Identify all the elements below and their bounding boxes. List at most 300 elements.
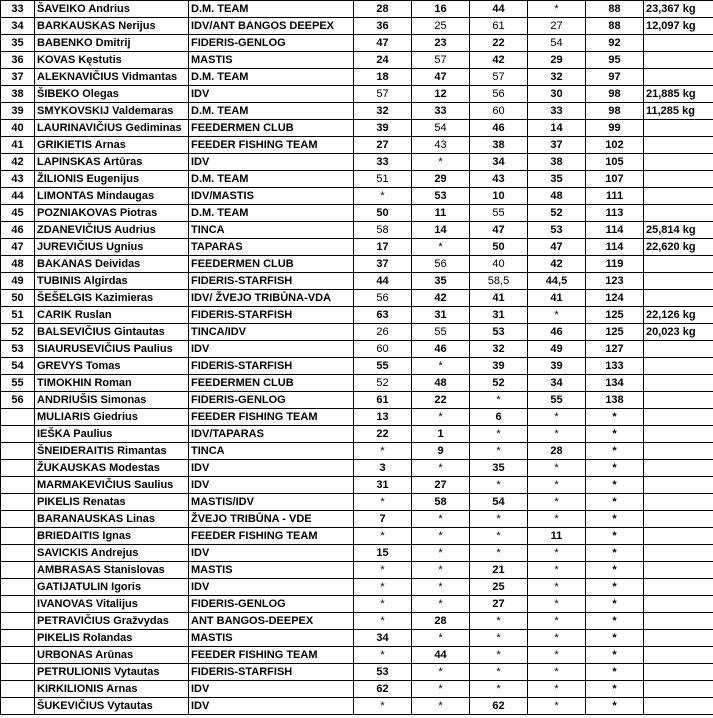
angler-name-cell: TUBINIS Algirdas xyxy=(35,273,189,290)
rank-cell xyxy=(1,460,35,477)
team-cell: IDV xyxy=(189,460,354,477)
team-cell: IDV/ANT BANGOS DEEPEX xyxy=(189,18,354,35)
stage-1-cell: 39 xyxy=(354,120,412,137)
stage-4-cell: 41 xyxy=(528,290,586,307)
stage-3-cell: 54 xyxy=(470,494,528,511)
team-cell: FIDERIS-STARFISH xyxy=(189,664,354,681)
stage-3-cell: 32 xyxy=(470,341,528,358)
total-cell: 98 xyxy=(586,86,644,103)
angler-name-cell: SAVICKIS Andrejus xyxy=(35,545,189,562)
stage-3-cell: 44 xyxy=(470,1,528,18)
total-cell: * xyxy=(586,460,644,477)
table-row xyxy=(1,528,713,545)
rank-cell: 54 xyxy=(1,358,35,375)
stage-2-cell: * xyxy=(412,562,470,579)
stage-4-cell: 34 xyxy=(528,375,586,392)
rank-cell: 34 xyxy=(1,18,35,35)
stage-3-cell: 35 xyxy=(470,460,528,477)
angler-name-cell: MARMAKEVIČIUS Saulius xyxy=(35,477,189,494)
angler-name-cell: SMYKOVSKIJ Valdemaras xyxy=(35,103,189,120)
stage-3-cell: 50 xyxy=(470,239,528,256)
stage-3-cell: 55 xyxy=(470,205,528,222)
rank-cell: 50 xyxy=(1,290,35,307)
stage-2-cell: * xyxy=(412,154,470,171)
table-row xyxy=(1,86,713,103)
stage-1-cell: 33 xyxy=(354,154,412,171)
stage-1-cell: 57 xyxy=(354,86,412,103)
weight-cell: 21,885 kg xyxy=(644,86,713,103)
total-cell: 97 xyxy=(586,69,644,86)
team-cell: ŽVEJO TRIBŪNA - VDE xyxy=(189,511,354,528)
table-row xyxy=(1,545,713,562)
weight-cell xyxy=(644,630,713,647)
stage-3-cell: 38 xyxy=(470,137,528,154)
rank-cell: 37 xyxy=(1,69,35,86)
table-row xyxy=(1,273,713,290)
team-cell: IDV xyxy=(189,545,354,562)
angler-name-cell: KOVAS Kęstutis xyxy=(35,52,189,69)
stage-3-cell: 31 xyxy=(470,307,528,324)
stage-4-cell: 38 xyxy=(528,154,586,171)
stage-2-cell: 44 xyxy=(412,647,470,664)
stage-1-cell: 32 xyxy=(354,103,412,120)
total-cell: * xyxy=(586,596,644,613)
weight-cell: 11,285 kg xyxy=(644,103,713,120)
stage-4-cell: 53 xyxy=(528,222,586,239)
stage-2-cell: 31 xyxy=(412,307,470,324)
stage-4-cell: 29 xyxy=(528,52,586,69)
table-row xyxy=(1,154,713,171)
angler-name-cell: ŠAVEIKO Andrius xyxy=(35,1,189,18)
stage-1-cell: * xyxy=(354,613,412,630)
total-cell: * xyxy=(586,545,644,562)
stage-4-cell: * xyxy=(528,698,586,715)
team-cell: FEEDERMEN CLUB xyxy=(189,256,354,273)
team-cell: FEEDER FISHING TEAM xyxy=(189,528,354,545)
stage-2-cell: 56 xyxy=(412,256,470,273)
rank-cell: 52 xyxy=(1,324,35,341)
stage-4-cell: * xyxy=(528,426,586,443)
stage-1-cell: 56 xyxy=(354,290,412,307)
table-row xyxy=(1,205,713,222)
stage-4-cell: 42 xyxy=(528,256,586,273)
rank-cell: 44 xyxy=(1,188,35,205)
total-cell: 88 xyxy=(586,18,644,35)
stage-1-cell: * xyxy=(354,494,412,511)
stage-1-cell: * xyxy=(354,443,412,460)
rank-cell: 42 xyxy=(1,154,35,171)
stage-2-cell: 47 xyxy=(412,69,470,86)
table-row xyxy=(1,256,713,273)
stage-3-cell: 47 xyxy=(470,222,528,239)
table-row xyxy=(1,35,713,52)
weight-cell xyxy=(644,409,713,426)
weight-cell xyxy=(644,545,713,562)
stage-1-cell: 50 xyxy=(354,205,412,222)
stage-4-cell: 32 xyxy=(528,69,586,86)
weight-cell xyxy=(644,273,713,290)
table-row xyxy=(1,1,713,18)
stage-4-cell: * xyxy=(528,307,586,324)
stage-4-cell: * xyxy=(528,613,586,630)
stage-1-cell: 7 xyxy=(354,511,412,528)
rank-cell: 53 xyxy=(1,341,35,358)
total-cell: 127 xyxy=(586,341,644,358)
rank-cell xyxy=(1,647,35,664)
team-cell: IDV xyxy=(189,698,354,715)
stage-2-cell: 16 xyxy=(412,1,470,18)
stage-4-cell: 37 xyxy=(528,137,586,154)
table-row xyxy=(1,477,713,494)
total-cell: * xyxy=(586,528,644,545)
stage-3-cell: 34 xyxy=(470,154,528,171)
stage-2-cell: 53 xyxy=(412,188,470,205)
weight-cell: 22,126 kg xyxy=(644,307,713,324)
angler-name-cell: SIAURUSEVIČIUS Paulius xyxy=(35,341,189,358)
table-row xyxy=(1,460,713,477)
stage-2-cell: 54 xyxy=(412,120,470,137)
weight-cell xyxy=(644,494,713,511)
stage-4-cell: * xyxy=(528,579,586,596)
stage-1-cell: 15 xyxy=(354,545,412,562)
stage-3-cell: * xyxy=(470,528,528,545)
angler-name-cell: ŠUKEVIČIUS Vytautas xyxy=(35,698,189,715)
angler-name-cell: AMBRASAS Stanislovas xyxy=(35,562,189,579)
weight-cell xyxy=(644,137,713,154)
rank-cell: 55 xyxy=(1,375,35,392)
table-row xyxy=(1,137,713,154)
stage-4-cell: 47 xyxy=(528,239,586,256)
rank-cell xyxy=(1,426,35,443)
table-row xyxy=(1,290,713,307)
table-row xyxy=(1,596,713,613)
team-cell: IDV xyxy=(189,477,354,494)
total-cell: 98 xyxy=(586,103,644,120)
total-cell: 105 xyxy=(586,154,644,171)
stage-4-cell: * xyxy=(528,477,586,494)
stage-4-cell: 30 xyxy=(528,86,586,103)
stage-1-cell: 13 xyxy=(354,409,412,426)
stage-4-cell: * xyxy=(528,1,586,18)
total-cell: 99 xyxy=(586,120,644,137)
stage-1-cell: 53 xyxy=(354,664,412,681)
total-cell: * xyxy=(586,426,644,443)
angler-name-cell: IEŠKA Paulius xyxy=(35,426,189,443)
stage-1-cell: 62 xyxy=(354,681,412,698)
team-cell: IDV xyxy=(189,154,354,171)
weight-cell xyxy=(644,154,713,171)
stage-3-cell: 53 xyxy=(470,324,528,341)
total-cell: 102 xyxy=(586,137,644,154)
stage-4-cell: * xyxy=(528,630,586,647)
stage-2-cell: 12 xyxy=(412,86,470,103)
angler-name-cell: PIKELIS Rolandas xyxy=(35,630,189,647)
weight-cell xyxy=(644,443,713,460)
stage-2-cell: * xyxy=(412,528,470,545)
table-row xyxy=(1,664,713,681)
stage-4-cell: 54 xyxy=(528,35,586,52)
team-cell: IDV xyxy=(189,579,354,596)
rank-cell: 33 xyxy=(1,1,35,18)
stage-1-cell: 27 xyxy=(354,137,412,154)
stage-4-cell: 11 xyxy=(528,528,586,545)
stage-3-cell: 46 xyxy=(470,120,528,137)
total-cell: 107 xyxy=(586,171,644,188)
stage-1-cell: 31 xyxy=(354,477,412,494)
rank-cell xyxy=(1,664,35,681)
table-row xyxy=(1,698,713,715)
total-cell: 133 xyxy=(586,358,644,375)
weight-cell xyxy=(644,681,713,698)
table-row xyxy=(1,375,713,392)
rank-cell xyxy=(1,528,35,545)
angler-name-cell: MULIARIS Giedrius xyxy=(35,409,189,426)
stage-3-cell: 6 xyxy=(470,409,528,426)
total-cell: 88 xyxy=(586,1,644,18)
angler-name-cell: ŽILIONIS Eugenijus xyxy=(35,171,189,188)
rank-cell: 47 xyxy=(1,239,35,256)
team-cell: IDV xyxy=(189,681,354,698)
stage-1-cell: 60 xyxy=(354,341,412,358)
stage-3-cell: * xyxy=(470,443,528,460)
angler-name-cell: LAURINAVIČIUS Gediminas xyxy=(35,120,189,137)
angler-name-cell: BARKAUSKAS Nerijus xyxy=(35,18,189,35)
stage-4-cell: 49 xyxy=(528,341,586,358)
stage-3-cell: 41 xyxy=(470,290,528,307)
stage-2-cell: 33 xyxy=(412,103,470,120)
stage-2-cell: 48 xyxy=(412,375,470,392)
stage-4-cell: * xyxy=(528,494,586,511)
table-row xyxy=(1,443,713,460)
weight-cell xyxy=(644,460,713,477)
stage-2-cell: 27 xyxy=(412,477,470,494)
stage-3-cell: 10 xyxy=(470,188,528,205)
rank-cell: 46 xyxy=(1,222,35,239)
stage-4-cell: 48 xyxy=(528,188,586,205)
stage-4-cell: 52 xyxy=(528,205,586,222)
team-cell: IDV/TAPARAS xyxy=(189,426,354,443)
stage-3-cell: 57 xyxy=(470,69,528,86)
stage-1-cell: 26 xyxy=(354,324,412,341)
rank-cell xyxy=(1,477,35,494)
table-row xyxy=(1,239,713,256)
rank-cell xyxy=(1,698,35,715)
angler-name-cell: CARIK Ruslan xyxy=(35,307,189,324)
total-cell: * xyxy=(586,613,644,630)
stage-2-cell: * xyxy=(412,545,470,562)
stage-1-cell: 18 xyxy=(354,69,412,86)
weight-cell xyxy=(644,698,713,715)
angler-name-cell: JUREVIČIUS Ugnius xyxy=(35,239,189,256)
stage-1-cell: 24 xyxy=(354,52,412,69)
rank-cell xyxy=(1,562,35,579)
stage-2-cell: 58 xyxy=(412,494,470,511)
stage-3-cell: * xyxy=(470,664,528,681)
rank-cell: 38 xyxy=(1,86,35,103)
team-cell: FIDERIS-GENLOG xyxy=(189,596,354,613)
stage-2-cell: 11 xyxy=(412,205,470,222)
stage-3-cell: 42 xyxy=(470,52,528,69)
team-cell: FEEDERMEN CLUB xyxy=(189,375,354,392)
weight-cell xyxy=(644,256,713,273)
total-cell: 123 xyxy=(586,273,644,290)
stage-1-cell: 52 xyxy=(354,375,412,392)
team-cell: FEEDER FISHING TEAM xyxy=(189,409,354,426)
angler-name-cell: PETRULIONIS Vytautas xyxy=(35,664,189,681)
total-cell: * xyxy=(586,443,644,460)
total-cell: 113 xyxy=(586,205,644,222)
stage-1-cell: 28 xyxy=(354,1,412,18)
weight-cell: 20,023 kg xyxy=(644,324,713,341)
stage-2-cell: 9 xyxy=(412,443,470,460)
weight-cell: 12,097 kg xyxy=(644,18,713,35)
table-row xyxy=(1,188,713,205)
stage-1-cell: * xyxy=(354,528,412,545)
table-row xyxy=(1,358,713,375)
angler-name-cell: BALSEVIČIUS Gintautas xyxy=(35,324,189,341)
team-cell: D.M. TEAM xyxy=(189,205,354,222)
stage-1-cell: 47 xyxy=(354,35,412,52)
table-row xyxy=(1,392,713,409)
team-cell: FIDERIS-STARFISH xyxy=(189,273,354,290)
team-cell: D.M. TEAM xyxy=(189,171,354,188)
stage-4-cell: * xyxy=(528,545,586,562)
team-cell: FEEDERMEN CLUB xyxy=(189,120,354,137)
total-cell: * xyxy=(586,681,644,698)
angler-name-cell: PIKELIS Renatas xyxy=(35,494,189,511)
stage-1-cell: * xyxy=(354,562,412,579)
stage-2-cell: 42 xyxy=(412,290,470,307)
stage-2-cell: * xyxy=(412,460,470,477)
angler-name-cell: ŠEŠELGIS Kazimieras xyxy=(35,290,189,307)
table-row xyxy=(1,630,713,647)
stage-4-cell: 35 xyxy=(528,171,586,188)
team-cell: IDV xyxy=(189,341,354,358)
total-cell: * xyxy=(586,494,644,511)
total-cell: * xyxy=(586,579,644,596)
stage-1-cell: 55 xyxy=(354,358,412,375)
total-cell: 111 xyxy=(586,188,644,205)
stage-3-cell: 61 xyxy=(470,18,528,35)
rank-cell: 56 xyxy=(1,392,35,409)
weight-cell xyxy=(644,647,713,664)
rank-cell xyxy=(1,681,35,698)
stage-3-cell: 62 xyxy=(470,698,528,715)
stage-1-cell: * xyxy=(354,647,412,664)
table-row xyxy=(1,562,713,579)
angler-name-cell: ALEKNAVIČIUS Vidmantas xyxy=(35,69,189,86)
team-cell: MASTIS xyxy=(189,52,354,69)
angler-name-cell: ŽUKAUSKAS Modestas xyxy=(35,460,189,477)
team-cell: FIDERIS-STARFISH xyxy=(189,307,354,324)
stage-2-cell: 35 xyxy=(412,273,470,290)
angler-name-cell: BRIEDAITIS Ignas xyxy=(35,528,189,545)
table-row xyxy=(1,52,713,69)
angler-name-cell: ŠIBEKO Olegas xyxy=(35,86,189,103)
angler-name-cell: IVANOVAS Vitalijus xyxy=(35,596,189,613)
stage-4-cell: * xyxy=(528,647,586,664)
stage-1-cell: 58 xyxy=(354,222,412,239)
total-cell: 124 xyxy=(586,290,644,307)
stage-3-cell: 60 xyxy=(470,103,528,120)
stage-2-cell: * xyxy=(412,630,470,647)
weight-cell xyxy=(644,69,713,86)
weight-cell xyxy=(644,392,713,409)
team-cell: TINCA/IDV xyxy=(189,324,354,341)
total-cell: 92 xyxy=(586,35,644,52)
weight-cell xyxy=(644,52,713,69)
rank-cell: 43 xyxy=(1,171,35,188)
team-cell: FIDERIS-GENLOG xyxy=(189,392,354,409)
weight-cell xyxy=(644,426,713,443)
stage-2-cell: * xyxy=(412,239,470,256)
weight-cell xyxy=(644,341,713,358)
stage-3-cell: 27 xyxy=(470,596,528,613)
table-row xyxy=(1,681,713,698)
table-row xyxy=(1,103,713,120)
stage-3-cell: * xyxy=(470,647,528,664)
table-row xyxy=(1,409,713,426)
rank-cell xyxy=(1,443,35,460)
weight-cell xyxy=(644,205,713,222)
stage-1-cell: 63 xyxy=(354,307,412,324)
angler-name-cell: BAKANAS Deividas xyxy=(35,256,189,273)
weight-cell: 23,367 kg xyxy=(644,1,713,18)
rank-cell xyxy=(1,409,35,426)
team-cell: IDV/MASTIS xyxy=(189,188,354,205)
team-cell: MASTIS xyxy=(189,562,354,579)
table-row xyxy=(1,69,713,86)
total-cell: 119 xyxy=(586,256,644,273)
stage-1-cell: 44 xyxy=(354,273,412,290)
rank-cell: 40 xyxy=(1,120,35,137)
total-cell: 125 xyxy=(586,324,644,341)
table-row xyxy=(1,579,713,596)
stage-4-cell: 33 xyxy=(528,103,586,120)
table-row xyxy=(1,120,713,137)
stage-2-cell: 14 xyxy=(412,222,470,239)
rank-cell xyxy=(1,511,35,528)
weight-cell xyxy=(644,579,713,596)
stage-1-cell: 36 xyxy=(354,18,412,35)
total-cell: 125 xyxy=(586,307,644,324)
stage-3-cell: 21 xyxy=(470,562,528,579)
rank-cell xyxy=(1,596,35,613)
total-cell: 114 xyxy=(586,239,644,256)
rank-cell: 36 xyxy=(1,52,35,69)
stage-2-cell: 23 xyxy=(412,35,470,52)
team-cell: FIDERIS-GENLOG xyxy=(189,35,354,52)
weight-cell xyxy=(644,171,713,188)
stage-2-cell: 28 xyxy=(412,613,470,630)
total-cell: 95 xyxy=(586,52,644,69)
stage-1-cell: 37 xyxy=(354,256,412,273)
stage-2-cell: 55 xyxy=(412,324,470,341)
stage-4-cell: * xyxy=(528,664,586,681)
weight-cell xyxy=(644,35,713,52)
stage-4-cell: 55 xyxy=(528,392,586,409)
angler-name-cell: KIRKILIONIS Arnas xyxy=(35,681,189,698)
rank-cell: 39 xyxy=(1,103,35,120)
stage-2-cell: 1 xyxy=(412,426,470,443)
table-row xyxy=(1,18,713,35)
team-cell: D.M. TEAM xyxy=(189,69,354,86)
stage-2-cell: 22 xyxy=(412,392,470,409)
stage-1-cell: 3 xyxy=(354,460,412,477)
angler-name-cell: BABENKO Dmitrij xyxy=(35,35,189,52)
stage-3-cell: * xyxy=(470,681,528,698)
rank-cell xyxy=(1,613,35,630)
